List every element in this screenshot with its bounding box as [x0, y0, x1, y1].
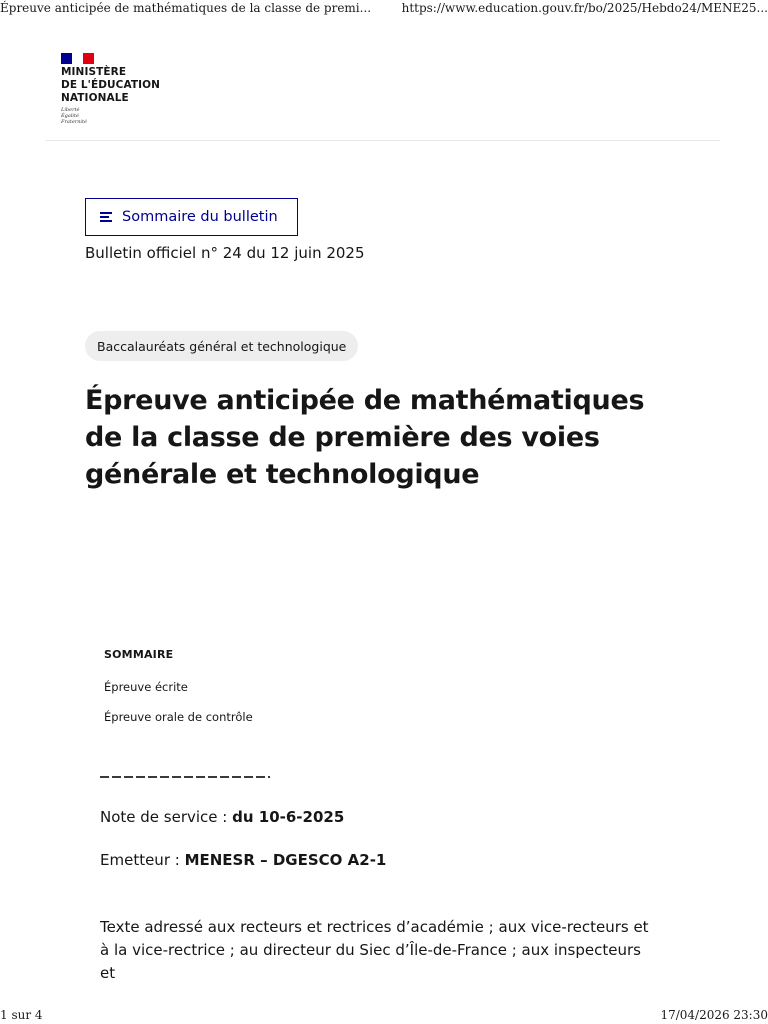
print-header [0, 0, 768, 18]
category-tag[interactable]: Baccalauréats général et technologique [85, 331, 358, 361]
header-divider [46, 140, 720, 141]
summary-button[interactable] [85, 198, 298, 236]
print-datetime: 17/04/2026 23:30 [660, 1008, 768, 1022]
page-counter: 1 sur 4 [0, 1008, 43, 1022]
page-title: Épreuve anticipée de mathématiques de la classe de première des voies générale et technologique [85, 385, 645, 490]
french-flag-icon [61, 53, 94, 64]
print-footer [0, 1008, 768, 1024]
emitter [100, 851, 386, 869]
ministry-name: MINISTÈRE DE L'ÉDUCATION NATIONALE [61, 66, 161, 104]
sommaire-nav [104, 648, 504, 724]
sommaire-heading: SOMMAIRE [104, 648, 174, 661]
sommaire-item-epreuve-orale[interactable]: Épreuve orale de contrôle [104, 710, 253, 724]
bulletin-reference: Bulletin officiel n° 24 du 12 juin 2025 [85, 244, 365, 262]
service-note-label: Note de service : [100, 808, 233, 826]
menu-icon [100, 212, 112, 222]
clipped-text-line [100, 775, 270, 779]
summary-button-label: Sommaire du bulletin [122, 209, 278, 225]
print-header-title: Épreuve anticipée de mathématiques de la classe de premi... [0, 1, 372, 15]
emitter-value: MENESR – DGESCO A2-1 [184, 851, 387, 869]
republic-motto: Liberté Égalité Fraternité [61, 107, 87, 125]
service-note [100, 808, 344, 826]
emitter-label: Emetteur : [100, 851, 185, 869]
print-header-url: https://www.education.gouv.fr/bo/2025/Hebdo24/MENE25... [401, 1, 768, 15]
sommaire-item-epreuve-ecrite[interactable]: Épreuve écrite [104, 680, 188, 694]
ministry-logo[interactable] [61, 53, 181, 133]
addressees-text: Texte adressé aux recteurs et rectrices d’académie ; aux vice-recteurs et à la vice-rectrice ; au directeur du Siec d’Île-de-France ; aux inspecteurs et [100, 918, 649, 982]
service-note-date: du 10-6-2025 [232, 808, 345, 826]
